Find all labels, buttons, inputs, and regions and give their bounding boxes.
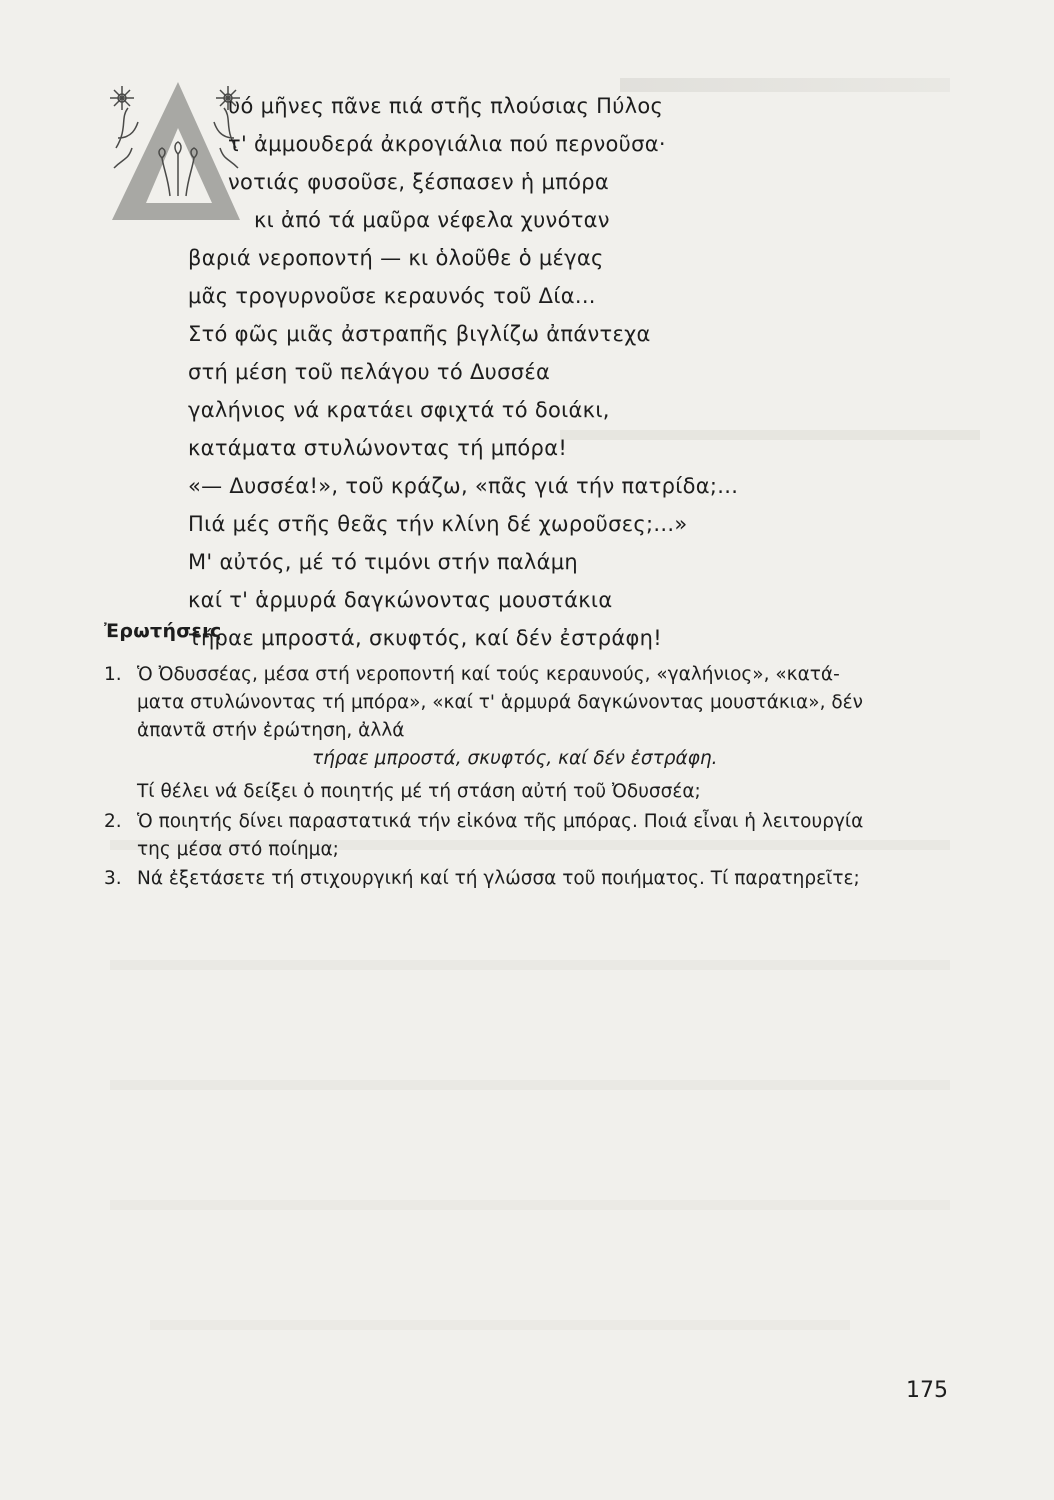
question-number: 3. bbox=[104, 868, 122, 889]
poem-line: τ' ἀμμουδερά ἀκρογιάλια πού περνοῦσα· bbox=[228, 132, 666, 156]
questions-heading: Ἐρωτήσεις bbox=[104, 620, 222, 642]
poem-line: κι ἀπό τά μαῦρα νέφελα χυνόταν bbox=[254, 208, 610, 232]
question-number: 1. bbox=[104, 664, 122, 685]
poem-line: βαριά νεροποντή — κι ὁλοῦθε ὁ μέγας bbox=[188, 246, 604, 270]
question-line: ἀπαντᾶ στήν ἐρώτηση, ἀλλά bbox=[137, 720, 405, 741]
poem-line: καί τ' ἁρμυρά δαγκώνοντας μουστάκια bbox=[188, 588, 613, 612]
poem-line: γαλήνιος νά κρατάει σφιχτά τό δοιάκι, bbox=[188, 398, 610, 422]
quoted-verse: τήραε μπροστά, σκυφτός, καί δέν ἐστράφη. bbox=[312, 748, 718, 769]
floral-initial-icon bbox=[108, 78, 243, 228]
question-number: 2. bbox=[104, 811, 122, 832]
question-line: Ὁ ποιητής δίνει παραστατικά τήν εἰκόνα τῆς μπόρας. Ποιά εἶναι ἡ λειτουργία bbox=[137, 811, 864, 832]
page-number: 175 bbox=[906, 1378, 948, 1403]
question-line: Νά ἐξετάσετε τή στιχουργική καί τή γλώσσα τοῦ ποιήματος. Τί παρατηρεῖτε; bbox=[137, 868, 860, 889]
poem-line: Στό φῶς μιᾶς ἀστραπῆς βιγλίζω ἀπάντεχα bbox=[188, 322, 651, 346]
poem-line: νοτιάς φυσοῦσε, ξέσπασεν ἡ μπόρα bbox=[228, 170, 610, 194]
poem-line: υό μῆνες πᾶνε πιά στῆς πλούσιας Πύλος bbox=[228, 94, 664, 118]
poem-line: τήραε μπροστά, σκυφτός, καί δέν ἐστράφη! bbox=[188, 626, 662, 650]
question-line: Ὁ Ὀδυσσέας, μέσα στή νεροποντή καί τούς κεραυνούς, «γαλήνιος», «κατά- bbox=[137, 664, 840, 685]
question-line: Τί θέλει νά δείξει ὁ ποιητής μέ τή στάση αὐτή τοῦ Ὀδυσσέα; bbox=[137, 781, 701, 802]
poem-line: κατάματα στυλώνοντας τή μπόρα! bbox=[188, 436, 568, 460]
poem-line: στή μέση τοῦ πελάγου τό Δυσσέα bbox=[188, 360, 551, 384]
poem-line: μᾶς τρογυρνοῦσε κεραυνός τοῦ Δία... bbox=[188, 284, 596, 308]
poem-line: Μ' αὐτός, μέ τό τιμόνι στήν παλάμη bbox=[188, 550, 579, 574]
poem-line: Πιά μές στῆς θεᾶς τήν κλίνη δέ χωροῦσες;...» bbox=[188, 512, 688, 536]
question-line: ματα στυλώνοντας τή μπόρα», «καί τ' ἁρμυρά δαγκώνοντας μουστάκια», δέν bbox=[137, 692, 863, 713]
question-line: της μέσα στό ποίημα; bbox=[137, 839, 339, 860]
poem-line: «— Δυσσέα!», τοῦ κράζω, «πᾶς γιά τήν πατρίδα;... bbox=[188, 474, 739, 498]
